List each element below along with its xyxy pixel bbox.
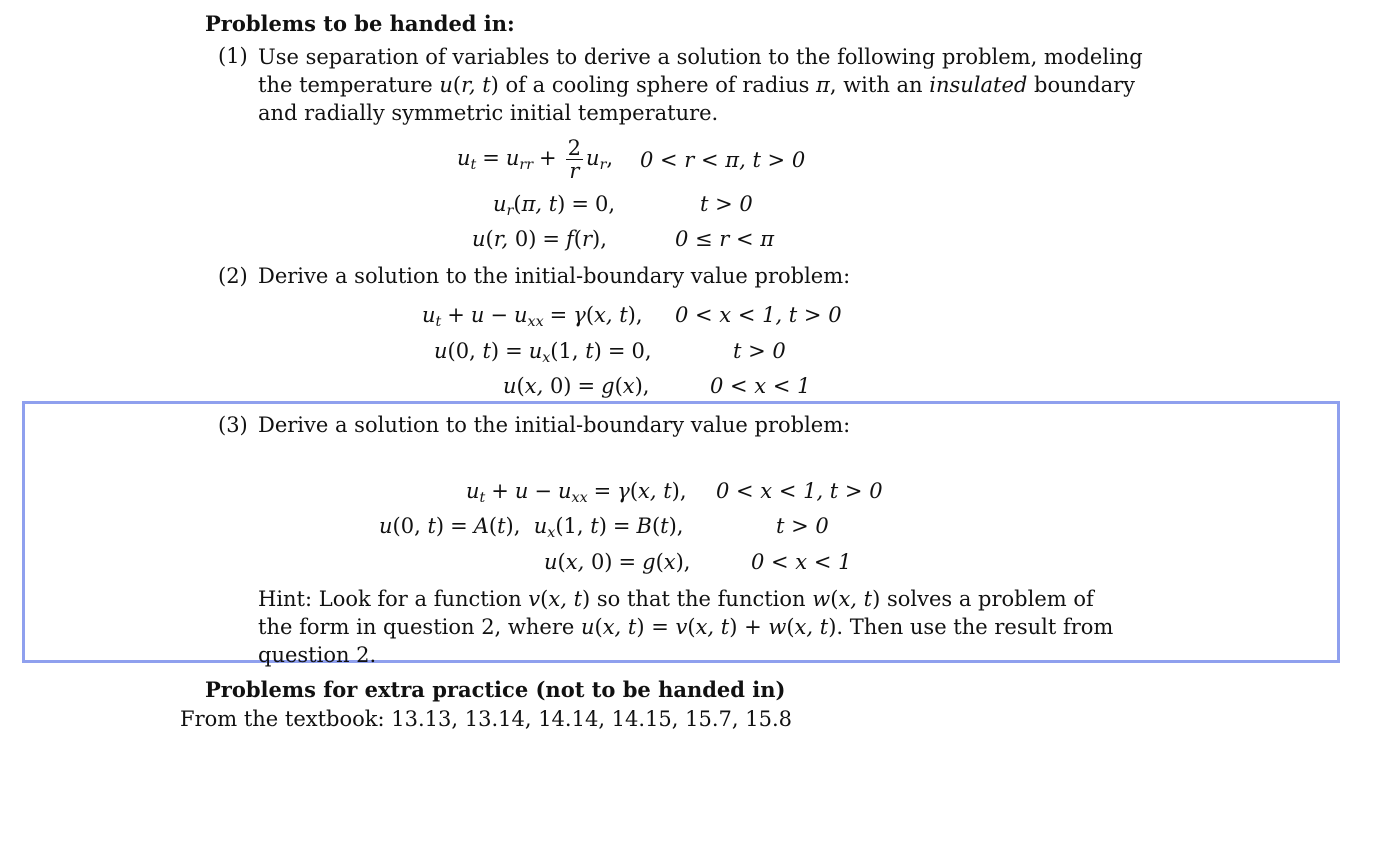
p3-equation-boundary: u(0, t) = A(t), $u_x(1$, t) = B(t), [379,514,684,541]
p2-equation-initial: u(x, 0) = g(x), [503,374,650,398]
problem-3-text: Derive a solution to the initial-boundary value problem: [258,413,851,437]
hint-line3: question 2. [258,643,377,667]
problem-1-number: (1) [218,44,248,68]
p1-equation-initial: u(r, 0) = f(r), [472,227,607,251]
p2-condition-2: t > 0 [733,339,786,363]
problem-1-line2: the temperature u(r, t) of a cooling sphere of radius π, with an insulated boundary [258,73,1136,97]
p1-equation-boundary: $u_r(\pi$, t) = 0, [493,192,616,219]
p3-condition-1: 0 < x < 1, t > 0 [716,479,883,503]
problem-2-text: Derive a solution to the initial-boundary value problem: [258,264,851,288]
problem-1-line3: and radially symmetric initial temperature. [258,101,719,125]
p2-condition-1: 0 < x < 1, t > 0 [675,303,842,327]
p3-condition-2: t > 0 [776,514,829,538]
p2-equation-boundary: u(0, $t) = u_x(1$, t) = 0, [434,339,652,366]
problem-1-text [258,43,1143,127]
p1-equation-pde: $u_t = u_{rr}$ + $\frac{2}{r}$ $u_r$, [457,136,614,184]
problem-1-line1: Use separation of variables to derive a solution to the following problem, modeling [258,45,1143,69]
p1-condition-3: 0 ≤ r < π [675,227,775,251]
problem-2-number: (2) [218,264,248,288]
hint-line1: Hint: Look for a function v(x, t) so that the function w(x, t) solves a problem of [258,587,1094,611]
textbook-problems: From the textbook: 13.13, 13.14, 14.14, 14.15, 15.7, 15.8 [180,707,793,731]
p1-condition-1: 0 < r < π, t > 0 [640,148,806,172]
p2-condition-3: 0 < x < 1 [710,374,811,398]
p1-condition-2: t > 0 [700,192,753,216]
p3-equation-initial: u(x, 0) = g(x), [544,550,691,574]
p2-equation-pde: $u_t + u - u_{xx} = \gamma(x$, t), [422,303,643,330]
problem-3-hint [258,585,1112,669]
heading-handed-in: Problems to be handed in: [205,11,515,36]
heading-extra-practice: Problems for extra practice (not to be handed in) [205,677,786,702]
p3-condition-3: 0 < x < 1 [751,550,852,574]
p3-equation-pde: $u_t + u - u_{xx} = \gamma(x$, t), [466,479,687,506]
problem-3-number: (3) [218,413,248,437]
hint-line2: the form in question 2, where u(x, t) = v(x, t) + w(x, t). Then use the result from [258,615,1114,639]
